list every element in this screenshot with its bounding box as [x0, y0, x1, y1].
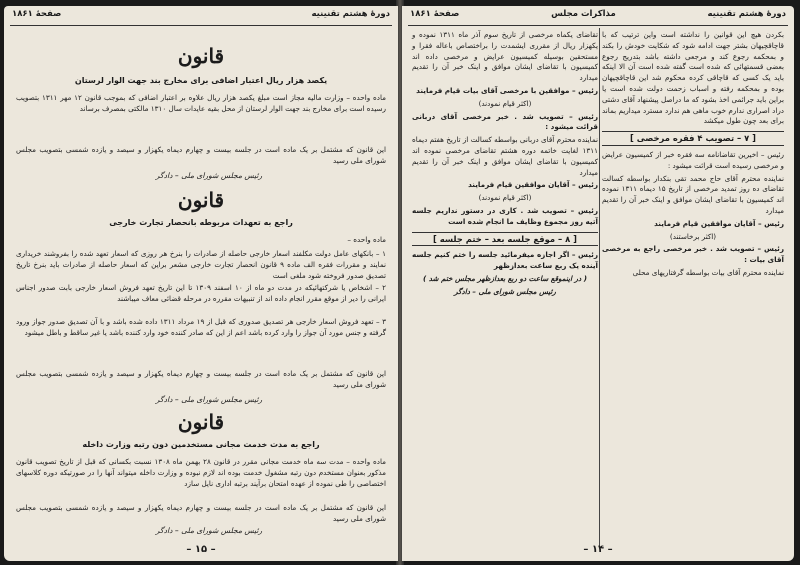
law-article: ماده واحده –	[347, 235, 386, 244]
law-title: قانون	[177, 44, 225, 68]
right-page	[402, 6, 794, 561]
debate-paragraph: نماینده محترم آقای حاج محمد تقی بنکدار بواسطه کسالت تقاضای ده روز تمدید مرخصی از تاریخ ۱۵ دیماه ۱۳۱۱ نموده اند کمیسیون با تقاضای ایشان موافق و اینک خبر آن را تقدیم میدارد	[602, 173, 784, 215]
column-divider	[599, 28, 600, 548]
left-column	[412, 30, 598, 300]
law-passage-note: این قانون که مشتمل بر یک ماده است در جلسه بیست و چهارم دیماه یکهزار و سیصد و یازده شمسی بتصویب مجلس شورای ملی رسید	[16, 145, 386, 166]
header-page-ref: صفحهٔ ۱۸۶۱	[12, 9, 62, 19]
speaker-line: رئیس – آقایان موافقین قیام فرمایند	[468, 180, 598, 190]
law-subtitle: راجع به تعهدات مربوطه بانحصار تجارت خارجی	[109, 218, 293, 227]
debate-paragraph: تقاضای یکماه مرخصی از تاریخ سوم آذر ماه ۱۳۱۱ نموده و یکهزار ریال از مقرری ایشمدت را براختصاص باعاله فقرا و مستحقین بوسیله کمیسیون عرایض و مرخصی داده اند کمیسیون با تقاضای ایشان موافق و اینک خبر آن را تقدیم میدارد	[412, 30, 598, 83]
right-column	[602, 30, 784, 281]
header-rule	[10, 25, 392, 26]
header-title: مذاکرات مجلس	[551, 9, 616, 19]
header-term: دورهٔ هشتم تقنینیه	[707, 9, 786, 19]
left-page-header	[12, 9, 390, 24]
law-article: ماده واحده – مدت سه ماه خدمت مجانی مقرر در قانون ۲۸ بهمن ماه ۱۳۰۸ نسبت بکسانی که قبل از تاریخ تصویب قانون مذکور بعنوان مستخدم دون رتبه مشغول خدمت بوده اند لازم نبوده و وزارت داخله میتواند آنها را در صورتیکه دوره کلاسهای اختصاصی را طی نموده از عهده امتحان برآیند برتبه اداری نایل سازد	[16, 457, 386, 489]
right-page-header	[410, 9, 786, 24]
debate-paragraph: نماینده محترم آقای بیات بواسطه گرفتاریهای محلی	[632, 267, 784, 277]
debate-paragraph: رئیس – اخیرین تقاضانامه سه فقره خبر از کمیسیون عرایض و مرخصی رسیده است قرائت میشود :	[602, 149, 784, 170]
header-rule	[408, 25, 788, 26]
law-subtitle: یکصد هزار ریال اعتبار اضافی برای مخارج بند جهت الوار لرستان	[74, 76, 328, 85]
law-subtitle: راجع به مدت خدمت مجانی مستخدمین دون رتبه وزارت داخله	[82, 440, 320, 449]
section-heading: [ ۷ – تصویب ۴ فقره مرخصی ]	[602, 131, 784, 146]
section-heading: [ ۸ – موقع جلسه بعد – ختم جلسه ]	[412, 232, 598, 247]
speaker-line: رئیس – آقایان موافقین قیام فرمایند	[654, 218, 784, 228]
law-signature: رئیس مجلس شورای ملی – دادگر	[155, 395, 263, 404]
speaker-line: رئیس – موافقین با مرخصی آقای بیات قیام فرمایند	[416, 85, 598, 95]
law-clause-3: ۳ – تعهد فروش اسعار خارجی هر تصدیق صدوری که قبل از ۱۹ مرداد ۱۳۱۱ داده شده باشد و با آن تصدیق صدور جواز ورود گرفته و جنس مورد آن جواز را وارد کرده باشد اعم از این که صادر کننده خود وارد کننده باشد یا غیر ساقط و باطل میشود	[16, 317, 386, 338]
page-number: – ۱۵ –	[186, 544, 216, 555]
session-close-note: ( در اینموقع ساعت دو ربع بعدازظهر مجلس ختم شد )	[422, 273, 588, 283]
speaker-line: رئیس – اگر اجازه میفرمائید جلسه را ختم کنیم جلسه آینده یک ربع ساعت بعدازظهر	[412, 250, 598, 271]
law-signature: رئیس مجلس شورای ملی – دادگر	[155, 526, 263, 535]
vote-note: (اکثر قیام نمودند)	[478, 98, 532, 108]
debate-paragraph: بکردن هیچ این قوانین را نداشته است واین ترتیب که با قاچاقچیهان بشتر جهت ادامه شود که شکایت خودش را بکند و بمحکمه رجوع کند و مرجعی داشته باشد بتدریج رجوع بعضی قسمتهائی که شده است گفته شده است آن الا اینکه باید یک کسی که قاچاقی کرده محکوم شد این قاچاقچیهان بوده و بمحکمه رفته و اسباب زحمت دولت شده است یا براین باید جرائمی اخذ بشود که ما دراصل پیشنهاد آقای دشتی دراد اصراری ندارم خوب ماهی هم ندارد مسترد میداریم بماند برای بعد چون طول میکشد	[602, 30, 784, 126]
header-page-ref: صفحهٔ ۱۸۶۱	[410, 9, 460, 19]
vote-note: (اکثر قیام نمودند)	[478, 193, 532, 203]
page-number: – ۱۴ –	[583, 544, 613, 555]
header-term: دورهٔ هشتم تقنینیه	[311, 9, 390, 19]
speaker-line: رئیس – تصویب شد . کاری در دستور نداریم جلسه آتیه روز مجموع وظایف ما انجام شده است	[412, 205, 598, 226]
law-article: ماده واحده – وزارت مالیه مجاز است مبلغ یکصد هزار ریال علاوه بر اعتبار اضافی که بموجب قانون ۱۲ مهر ۱۳۱۱ بتصویب رسیده است برای مخارج بند جهت الوار لرستان از محل بقیه عایدات سال ۱۳۱۰ مالکتی بمصرف برساند	[16, 93, 386, 114]
left-page	[4, 6, 398, 561]
session-signature: رئیس مجلس شورای ملی – دادگر	[454, 286, 556, 296]
debate-paragraph: نماینده محترم آقای دربانی بواسطه کسالت از تاریخ هفتم دیماه ۱۳۱۱ لغایت خاتمه دوره هشتم تقاضای مرخصی نموده اند کمیسیون با تقاضای ایشان موافق و اینک خبر آن را تقدیم میدارد	[411, 135, 598, 177]
speaker-line: رئیس – تصویب شد . خبر مرخصی راجع به مرخصی آقای بیات :	[602, 244, 784, 265]
law-title: قانون	[177, 188, 225, 212]
law-signature: رئیس مجلس شورای ملی – دادگر	[155, 171, 263, 180]
vote-note: (اکثر برخاستند)	[669, 231, 717, 241]
law-clause-2: ۲ – اشخاص یا شرکتهائیکه در مدت دو ماه از ۱۰ اسفند ۱۳۰۹ تا این تاریخ تعهد فروش اسعار خارجی بابت صدور اجناس ایرانی را دیر از موقع مقرر انجام داده اند از تنبیهات مقرره در مرحله قضائی معاف میباشند	[16, 283, 386, 304]
speaker-line: رئیس – تصویب شد . خبر مرخصی آقای دربانی قرائت میشود :	[412, 111, 598, 132]
law-title: قانون	[177, 410, 225, 434]
law-passage-note: این قانون که مشتمل بر یک ماده است در جلسه بیست و چهارم دیماه یکهزار و سیصد و یازده شمسی بتصویب مجلس شورای ملی رسید	[16, 503, 386, 524]
law-passage-note: این قانون که مشتمل بر یک ماده است در جلسه بیست و چهارم دیماه یکهزار و سیصد و یازده شمسی بتصویب مجلس شورای ملی رسید	[16, 369, 386, 390]
law-clause-1: ۱ – بانکهای عامل دولت مکلفند اسعار خارجی حاصله از صادرات را بنرخ هر روزی که اسعار تعهد شده را بفروشند خریداری نمایند و مقررات فقره الف ماده ۹ قانون انحصار تجارت خارجی مشعر براین که اسعار حاصله از صادرات باید بنرخ تاریخ تصدیق صدور فروخته شود ملغی است	[16, 249, 386, 281]
